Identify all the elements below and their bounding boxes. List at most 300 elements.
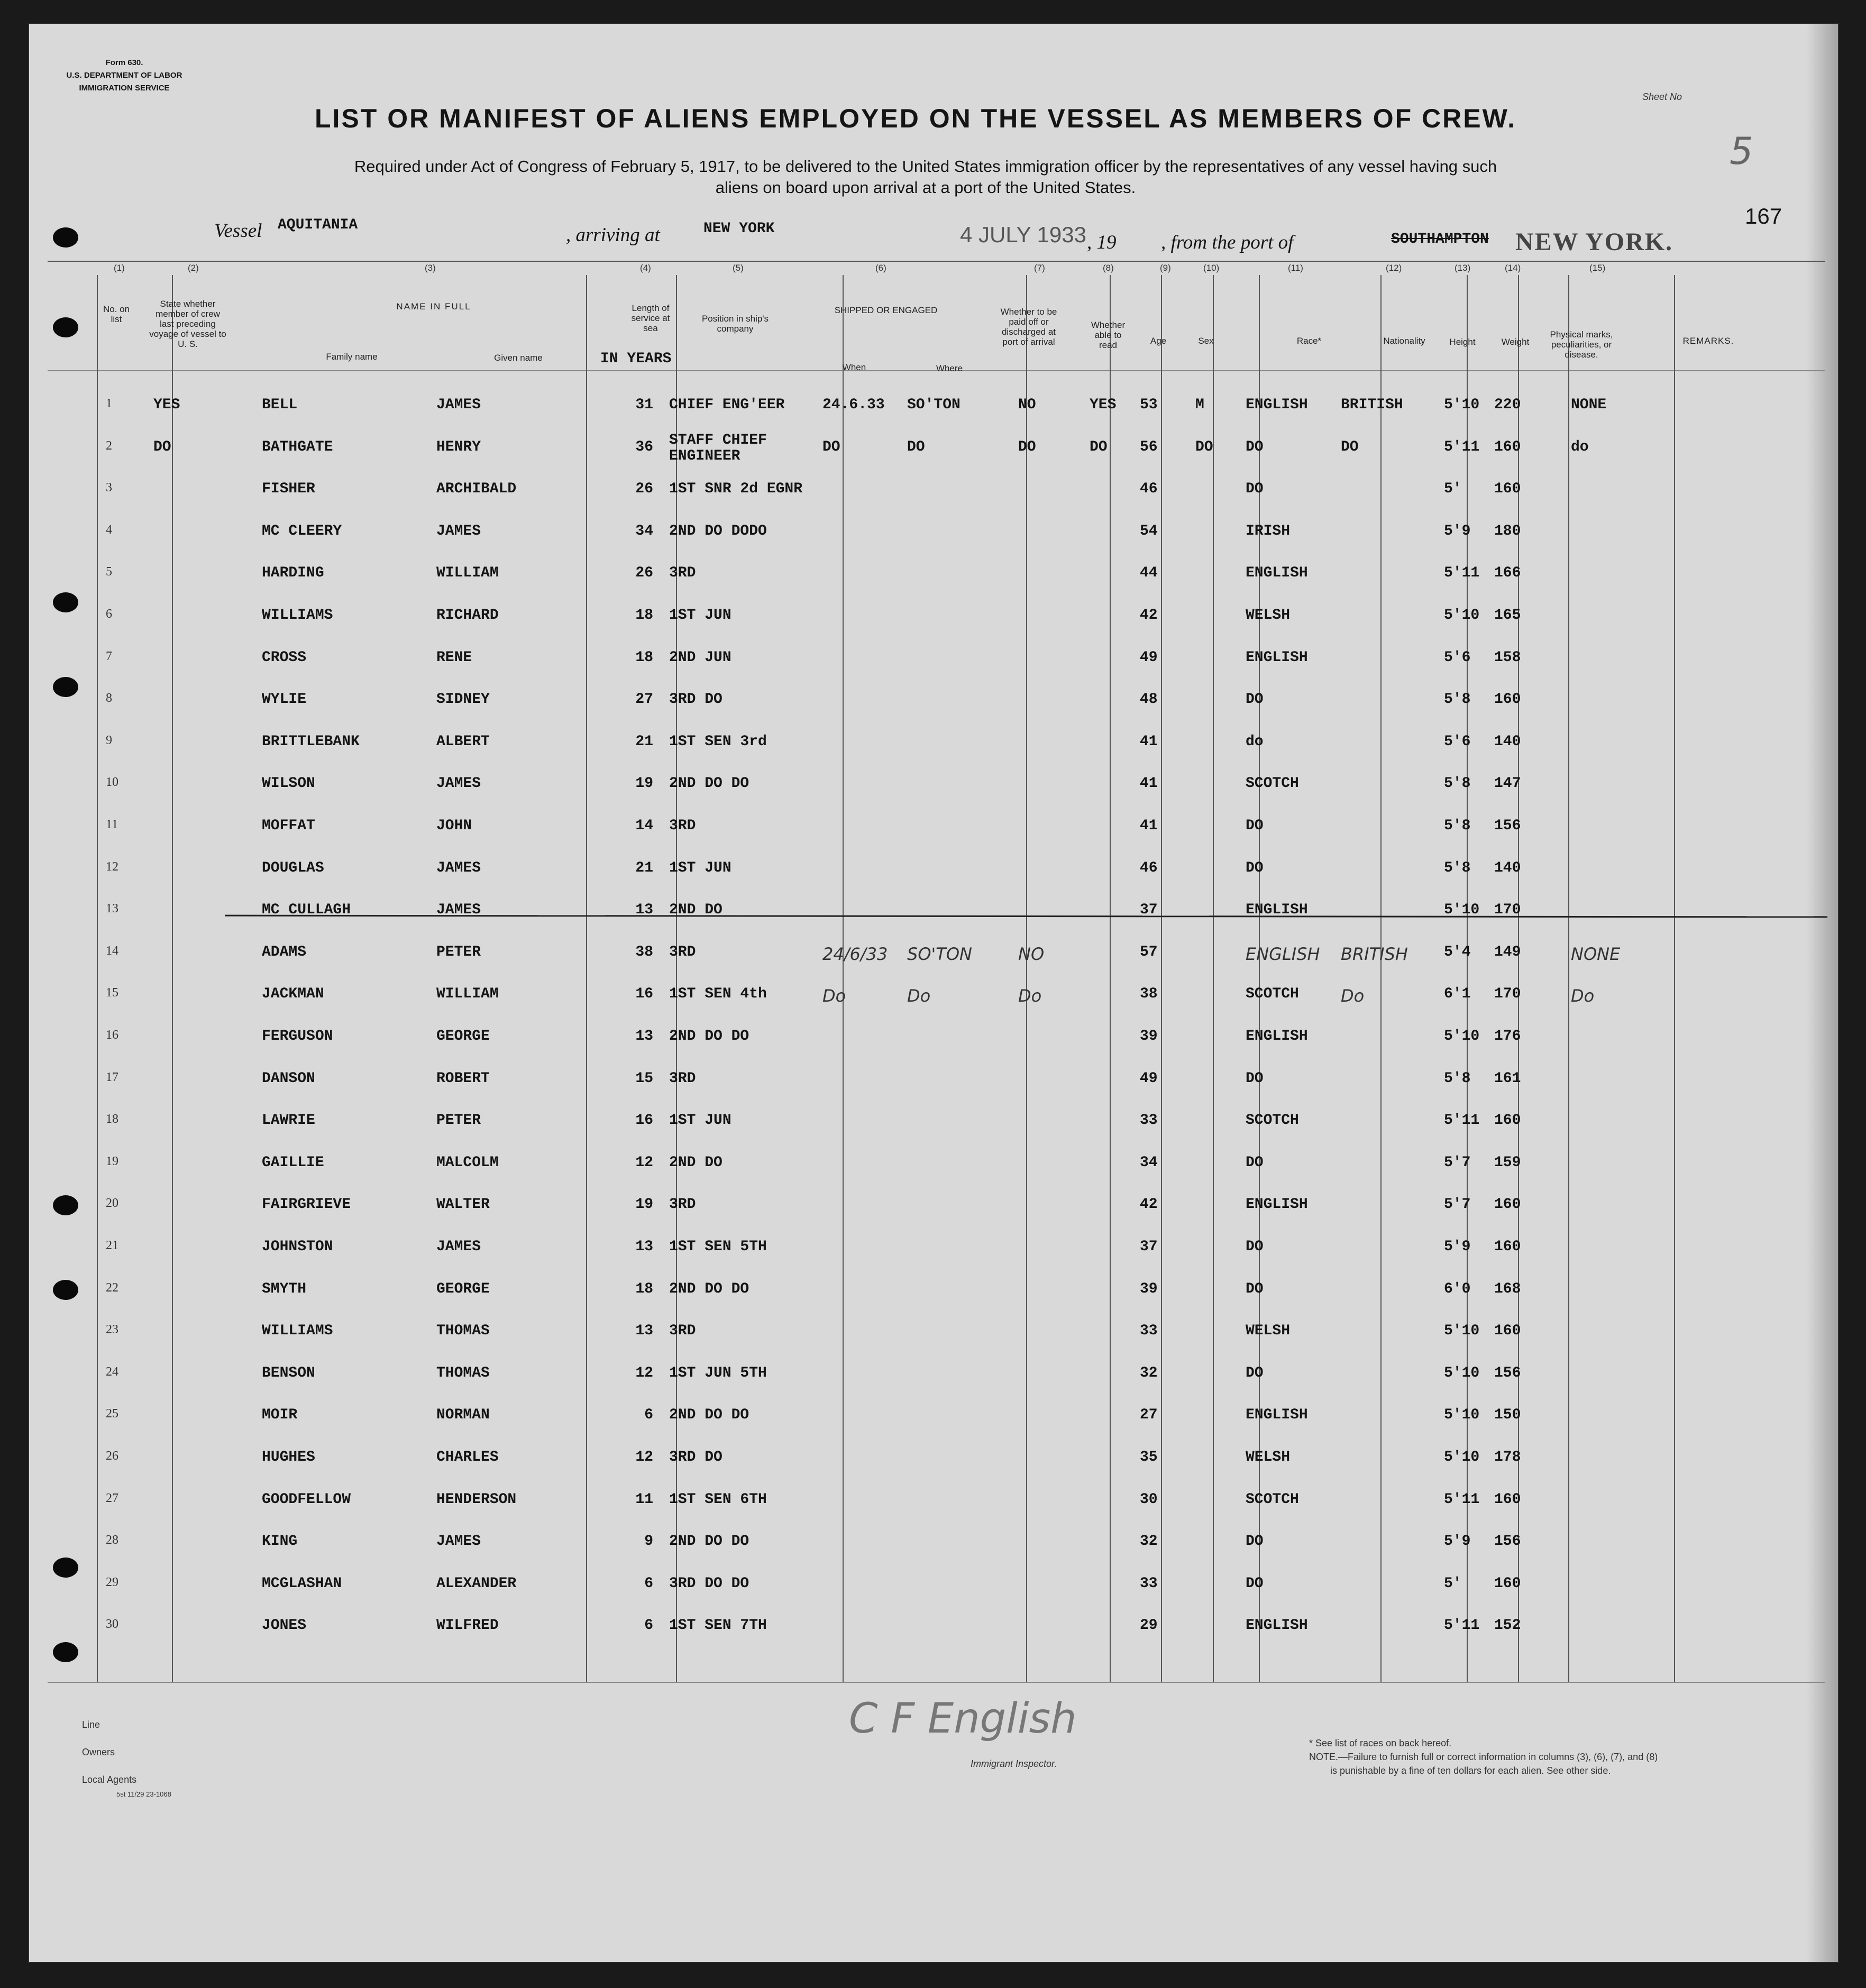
cell-no: 3	[106, 481, 112, 494]
cell-service-years: 16	[635, 986, 653, 1002]
form-number: Form 630.	[105, 58, 143, 67]
table-row	[29, 1533, 1817, 1570]
cell-prev-voyage: YES	[153, 397, 180, 413]
cell-no: 8	[106, 691, 112, 705]
header-shipped-engaged: SHIPPED OR ENGAGED	[834, 305, 938, 315]
cell-weight: 165	[1494, 607, 1521, 624]
cell-race: SCOTCH	[1246, 775, 1299, 792]
cell-position: 1ST JUN	[669, 1112, 731, 1129]
cell-race: WELSH	[1246, 1323, 1291, 1339]
cell-family-name: WYLIE	[262, 691, 307, 708]
table-row	[29, 607, 1817, 644]
cell-position: 2ND DO DO	[669, 1028, 749, 1045]
cell-given-name: THOMAS	[436, 1323, 490, 1339]
cell-position: 3RD	[669, 818, 696, 834]
cell-no: 27	[106, 1491, 118, 1505]
cell-family-name: DOUGLAS	[262, 860, 324, 876]
cell-position: CHIEF ENG'EER	[669, 397, 785, 413]
cell-race: SCOTCH	[1246, 1112, 1299, 1129]
cell-given-name: HENDERSON	[436, 1491, 517, 1508]
col-num-9: (9)	[1160, 263, 1171, 273]
page-number: 167	[1745, 204, 1782, 228]
cell-height: 5'11	[1444, 565, 1480, 581]
cell-given-name: ALBERT	[436, 734, 490, 750]
cell-height: 5'	[1444, 481, 1462, 497]
cell-race: DO	[1246, 1070, 1264, 1087]
cell-position: 1ST SEN 3rd	[669, 734, 767, 750]
cell-age: 53	[1140, 397, 1158, 413]
cell-no: 16	[106, 1028, 118, 1042]
cell-position: 1ST SNR 2d EGNR	[669, 481, 803, 497]
header-where: Where	[936, 363, 963, 373]
sheet-number: 5	[1730, 130, 1753, 173]
cell-height: 5'10	[1444, 1365, 1480, 1381]
table-row	[29, 1323, 1817, 1360]
cell-family-name: JACKMAN	[262, 986, 324, 1002]
cell-physical-marks: Do	[1571, 986, 1595, 1006]
cell-race: SCOTCH	[1246, 1491, 1299, 1508]
arriving-port: NEW YORK	[703, 221, 775, 237]
table-row	[29, 1196, 1817, 1233]
cell-age: 39	[1140, 1281, 1158, 1297]
cell-height: 5'11	[1444, 1112, 1480, 1129]
cell-family-name: LAWRIE	[262, 1112, 315, 1129]
cell-service-years: 12	[635, 1365, 653, 1381]
cell-service-years: 18	[635, 1281, 653, 1297]
cell-given-name: WILLIAM	[436, 565, 499, 581]
cell-no: 30	[106, 1617, 118, 1631]
cell-height: 5'9	[1444, 523, 1471, 539]
cell-service-years: 18	[635, 649, 653, 666]
table-row	[29, 1239, 1817, 1276]
cell-service-years: 31	[635, 397, 653, 413]
table-row	[29, 1281, 1817, 1318]
cell-no: 12	[106, 860, 118, 874]
cell-position: 1ST JUN	[669, 607, 731, 624]
cell-race: DO	[1246, 1365, 1264, 1381]
cell-position: 3RD	[669, 1070, 696, 1087]
arriving-label: , arriving at	[566, 224, 660, 246]
cell-no: 5	[106, 565, 112, 579]
cell-position: 2ND DO DODO	[669, 523, 767, 539]
cell-given-name: THOMAS	[436, 1365, 490, 1381]
cell-service-years: 13	[635, 1323, 653, 1339]
binder-hole	[53, 1558, 78, 1578]
table-row	[29, 523, 1817, 560]
cell-weight: 160	[1494, 1112, 1521, 1129]
header-sex: Sex	[1198, 336, 1214, 346]
cell-given-name: WILFRED	[436, 1617, 499, 1634]
inspector-signature: C F English	[849, 1695, 1077, 1743]
cell-given-name: HENRY	[436, 439, 481, 455]
cell-family-name: BRITTLEBANK	[262, 734, 360, 750]
header-length-of-service: Length of service at sea	[631, 303, 670, 333]
cell-height: 5'8	[1444, 818, 1471, 834]
cell-age: 57	[1140, 944, 1158, 960]
cell-given-name: SIDNEY	[436, 691, 490, 708]
cell-height: 5'	[1444, 1575, 1462, 1592]
cell-height: 5'10	[1444, 607, 1480, 624]
col-num-4: (4)	[640, 263, 651, 273]
cell-no: 4	[106, 523, 112, 537]
cell-service-years: 21	[635, 860, 653, 876]
cell-no: 22	[106, 1281, 118, 1295]
col-num-12: (12)	[1386, 263, 1402, 273]
cell-service-years: 6	[644, 1617, 653, 1634]
cell-age: 46	[1140, 481, 1158, 497]
cell-no: 6	[106, 607, 112, 621]
cell-service-years: 13	[635, 902, 653, 918]
cell-family-name: MC CULLAGH	[262, 902, 351, 918]
cell-physical-marks: do	[1571, 439, 1589, 455]
footer-print-code: 5st 11/29 23-1068	[116, 1790, 171, 1798]
vessel-label: Vessel	[214, 220, 262, 242]
cell-paid-off: NO	[1018, 397, 1036, 413]
cell-race: DO	[1246, 1533, 1264, 1550]
cell-age: 34	[1140, 1155, 1158, 1171]
col-num-5: (5)	[733, 263, 744, 273]
cell-position: 3RD DO DO	[669, 1575, 749, 1592]
form-department: U.S. DEPARTMENT OF LABOR	[66, 71, 182, 80]
table-row	[29, 397, 1817, 434]
cell-weight: 156	[1494, 1365, 1521, 1381]
cell-weight: 176	[1494, 1028, 1521, 1045]
cell-age: 35	[1140, 1449, 1158, 1465]
cell-weight: 156	[1494, 818, 1521, 834]
cell-weight: 170	[1494, 986, 1521, 1002]
cell-family-name: GAILLIE	[262, 1155, 324, 1171]
cell-service-years: 14	[635, 818, 653, 834]
table-row	[29, 1449, 1817, 1486]
cell-service-years: 26	[635, 481, 653, 497]
header-in-years: IN YEARS	[600, 351, 672, 367]
col-num-3: (3)	[425, 263, 436, 273]
cell-no: 15	[106, 986, 118, 1000]
cell-weight: 158	[1494, 649, 1521, 666]
cell-weight: 160	[1494, 1239, 1521, 1255]
cell-family-name: BATHGATE	[262, 439, 333, 455]
cell-family-name: SMYTH	[262, 1281, 307, 1297]
cell-service-years: 13	[635, 1239, 653, 1255]
table-row	[29, 1028, 1817, 1065]
cell-height: 5'10	[1444, 1449, 1480, 1465]
cell-height: 5'10	[1444, 1323, 1480, 1339]
cell-height: 6'1	[1444, 986, 1471, 1002]
cell-given-name: GEORGE	[436, 1028, 490, 1045]
from-label: , from the port of	[1161, 232, 1294, 253]
from-port: SOUTHAMPTON	[1391, 231, 1489, 248]
col-num-1: (1)	[114, 263, 125, 273]
table-row	[29, 1491, 1817, 1528]
cell-race: do	[1246, 734, 1264, 750]
table-row	[29, 481, 1817, 518]
cell-height: 5'6	[1444, 649, 1471, 666]
table-row	[29, 1155, 1817, 1192]
col-num-15: (15)	[1589, 263, 1606, 273]
cell-age: 32	[1140, 1533, 1158, 1550]
cell-family-name: JONES	[262, 1617, 307, 1634]
cell-height: 5'6	[1444, 734, 1471, 750]
cell-family-name: HUGHES	[262, 1449, 315, 1465]
cell-given-name: NORMAN	[436, 1407, 490, 1423]
cell-service-years: 13	[635, 1028, 653, 1045]
cell-race: DO	[1246, 1155, 1264, 1171]
cell-prev-voyage: DO	[153, 439, 171, 455]
cell-service-years: 19	[635, 1196, 653, 1213]
header-prev-voyage: State whether member of crew last preceding voyage of vessel to U. S.	[149, 299, 226, 349]
cell-position: 1ST SEN 6TH	[669, 1491, 767, 1508]
cell-race: ENGLISH	[1246, 1196, 1308, 1213]
cell-given-name: JOHN	[436, 818, 472, 834]
cell-race: DO	[1246, 439, 1264, 455]
cell-position: 3RD DO	[669, 691, 722, 708]
cell-family-name: WILLIAMS	[262, 1323, 333, 1339]
cell-family-name: BENSON	[262, 1365, 315, 1381]
cell-given-name: ROBERT	[436, 1070, 490, 1087]
col-num-10: (10)	[1203, 263, 1220, 273]
header-able-to-read: Whether able to read	[1091, 320, 1126, 350]
cell-height: 5'11	[1444, 1491, 1480, 1508]
table-row	[29, 1407, 1817, 1444]
cell-family-name: MC CLEERY	[262, 523, 342, 539]
table-row	[29, 432, 1817, 476]
col-num-7: (7)	[1034, 263, 1045, 273]
cell-family-name: WILSON	[262, 775, 315, 792]
cell-race: SCOTCH	[1246, 986, 1299, 1002]
cell-sex: DO	[1195, 439, 1213, 455]
cell-position: 3RD	[669, 944, 696, 960]
cell-no: 2	[106, 439, 112, 453]
cell-paid-off: NO	[1018, 944, 1045, 964]
cell-no: 7	[106, 649, 112, 663]
cell-race: WELSH	[1246, 607, 1291, 624]
table-row	[29, 734, 1817, 771]
header-given-name: Given name	[494, 353, 543, 363]
cell-weight: 170	[1494, 902, 1521, 918]
table-row	[29, 902, 1817, 939]
cell-no: 17	[106, 1070, 118, 1084]
cell-service-years: 12	[635, 1449, 653, 1465]
cell-no: 10	[106, 775, 118, 789]
cell-weight: 180	[1494, 523, 1521, 539]
footer-owners-label: Owners	[82, 1747, 115, 1757]
cell-weight: 150	[1494, 1407, 1521, 1423]
table-row	[29, 860, 1817, 897]
cell-age: 54	[1140, 523, 1158, 539]
cell-weight: 140	[1494, 734, 1521, 750]
cell-weight: 149	[1494, 944, 1521, 960]
cell-nationality: BRITISH	[1341, 397, 1403, 413]
cell-service-years: 16	[635, 1112, 653, 1129]
cell-age: 41	[1140, 818, 1158, 834]
cell-no: 21	[106, 1239, 118, 1252]
cell-service-years: 21	[635, 734, 653, 750]
cell-given-name: JAMES	[436, 775, 481, 792]
cell-height: 5'4	[1444, 944, 1471, 960]
table-row	[29, 818, 1817, 855]
cell-weight: 160	[1494, 691, 1521, 708]
binder-hole	[53, 677, 78, 697]
cell-position: 2ND JUN	[669, 649, 731, 666]
cell-given-name: CHARLES	[436, 1449, 499, 1465]
table-row	[29, 565, 1817, 602]
cell-height: 5'7	[1444, 1196, 1471, 1213]
cell-able-to-read: DO	[1090, 439, 1108, 455]
cell-age: 56	[1140, 439, 1158, 455]
cell-family-name: ADAMS	[262, 944, 307, 960]
cell-family-name: GOODFELLOW	[262, 1491, 351, 1508]
cell-age: 42	[1140, 1196, 1158, 1213]
cell-race: DO	[1246, 1575, 1264, 1592]
cell-family-name: MOFFAT	[262, 818, 315, 834]
cell-family-name: WILLIAMS	[262, 607, 333, 624]
header-position: Position in ship's company	[701, 314, 769, 334]
binder-hole	[53, 1642, 78, 1662]
cell-weight: 156	[1494, 1533, 1521, 1550]
cell-weight: 160	[1494, 1491, 1521, 1508]
table-row	[29, 649, 1817, 686]
cell-race: DO	[1246, 860, 1264, 876]
cell-race: WELSH	[1246, 1449, 1291, 1465]
note-line-1: NOTE.—Failure to furnish full or correct information in columns (3), (6), (7), and (8)	[1309, 1752, 1658, 1762]
cell-weight: 160	[1494, 439, 1521, 455]
header-race: Race*	[1296, 336, 1322, 346]
cell-height: 5'10	[1444, 397, 1480, 413]
cell-given-name: JAMES	[436, 1239, 481, 1255]
cell-age: 33	[1140, 1112, 1158, 1129]
cell-shipped-where: SO'TON	[907, 944, 972, 964]
cell-no: 11	[106, 818, 118, 831]
cell-race: ENGLISH	[1246, 1617, 1308, 1634]
cell-service-years: 6	[644, 1575, 653, 1592]
cell-age: 37	[1140, 902, 1158, 918]
header-name-in-full: NAME IN FULL	[396, 301, 471, 312]
cell-race: DO	[1246, 481, 1264, 497]
manifest-sheet	[29, 24, 1838, 1962]
cell-race: ENGLISH	[1246, 1028, 1308, 1045]
cell-paid-off: Do	[1018, 986, 1042, 1006]
table-row	[29, 1617, 1817, 1654]
cell-age: 39	[1140, 1028, 1158, 1045]
cell-position: 2ND DO DO	[669, 1281, 749, 1297]
cell-given-name: PETER	[436, 1112, 481, 1129]
cell-age: 37	[1140, 1239, 1158, 1255]
cell-height: 5'11	[1444, 439, 1480, 455]
cell-weight: 161	[1494, 1070, 1521, 1087]
table-row	[29, 1365, 1817, 1402]
cell-position: 1ST SEN 7TH	[669, 1617, 767, 1634]
cell-weight: 152	[1494, 1617, 1521, 1634]
cell-height: 5'11	[1444, 1617, 1480, 1634]
cell-service-years: 34	[635, 523, 653, 539]
cell-given-name: MALCOLM	[436, 1155, 499, 1171]
cell-weight: 168	[1494, 1281, 1521, 1297]
cell-position: 3RD	[669, 565, 696, 581]
cell-service-years: 12	[635, 1155, 653, 1171]
cell-family-name: HARDING	[262, 565, 324, 581]
cell-physical-marks: NONE	[1571, 944, 1621, 964]
cell-position: 2ND DO DO	[669, 1407, 749, 1423]
header-height: Height	[1449, 337, 1476, 347]
cell-weight: 159	[1494, 1155, 1521, 1171]
cell-no: 1	[106, 397, 112, 410]
cell-position: 2ND DO DO	[669, 775, 749, 792]
note-line-2: is punishable by a fine of ten dollars for each alien. See other side.	[1330, 1765, 1611, 1776]
cell-shipped-where: DO	[907, 439, 925, 455]
cell-position: 3RD	[669, 1323, 696, 1339]
cell-service-years: 11	[635, 1491, 653, 1508]
cell-shipped-when: 24.6.33	[822, 397, 885, 413]
cell-position: 2ND DO	[669, 1155, 722, 1171]
cell-height: 5'9	[1444, 1239, 1471, 1255]
binder-hole	[53, 317, 78, 337]
cell-able-to-read: YES	[1090, 397, 1117, 413]
cell-nationality: DO	[1341, 439, 1359, 455]
header-age: Age	[1150, 336, 1167, 346]
cell-nationality: Do	[1341, 986, 1365, 1006]
cell-height: 5'9	[1444, 1533, 1471, 1550]
table-row	[29, 1070, 1817, 1107]
cell-position: 1ST JUN	[669, 860, 731, 876]
cell-race: DO	[1246, 818, 1264, 834]
col-num-14: (14)	[1505, 263, 1521, 273]
cell-family-name: FERGUSON	[262, 1028, 333, 1045]
cell-given-name: ALEXANDER	[436, 1575, 517, 1592]
cell-height: 5'8	[1444, 1070, 1471, 1087]
cell-position: 3RD DO	[669, 1449, 722, 1465]
col-num-11: (11)	[1288, 263, 1303, 273]
cell-family-name: MCGLASHAN	[262, 1575, 342, 1592]
cell-no: 18	[106, 1112, 118, 1126]
cell-family-name: CROSS	[262, 649, 307, 666]
cell-weight: 160	[1494, 1196, 1521, 1213]
cell-family-name: FISHER	[262, 481, 315, 497]
cell-service-years: 36	[635, 439, 653, 455]
cell-no: 23	[106, 1323, 118, 1336]
cell-no: 28	[106, 1533, 118, 1547]
cell-service-years: 6	[644, 1407, 653, 1423]
cell-weight: 178	[1494, 1449, 1521, 1465]
cell-family-name: BELL	[262, 397, 298, 413]
cell-nationality: BRITISH	[1341, 944, 1408, 964]
cell-shipped-when: 24/6/33	[822, 944, 888, 964]
cell-weight: 160	[1494, 481, 1521, 497]
cell-given-name: RENE	[436, 649, 472, 666]
cell-age: 49	[1140, 649, 1158, 666]
cell-age: 27	[1140, 1407, 1158, 1423]
cell-position: 2ND DO DO	[669, 1533, 749, 1550]
table-row	[29, 691, 1817, 728]
cell-no: 14	[106, 944, 118, 958]
cell-age: 33	[1140, 1575, 1158, 1592]
cell-service-years: 26	[635, 565, 653, 581]
cell-weight: 160	[1494, 1575, 1521, 1592]
cell-age: 46	[1140, 860, 1158, 876]
cell-no: 9	[106, 734, 112, 747]
cell-family-name: KING	[262, 1533, 298, 1550]
cell-height: 5'8	[1444, 775, 1471, 792]
cell-no: 25	[106, 1407, 118, 1421]
cell-shipped-where: Do	[907, 986, 931, 1006]
header-family-name: Family name	[326, 352, 378, 362]
header-no-on-list: No. on list	[103, 304, 130, 324]
cell-race: ENGLISH	[1246, 565, 1308, 581]
cell-age: 49	[1140, 1070, 1158, 1087]
cell-age: 41	[1140, 734, 1158, 750]
cell-sex: M	[1195, 397, 1204, 413]
cell-physical-marks: NONE	[1571, 397, 1607, 413]
cell-given-name: ARCHIBALD	[436, 481, 517, 497]
